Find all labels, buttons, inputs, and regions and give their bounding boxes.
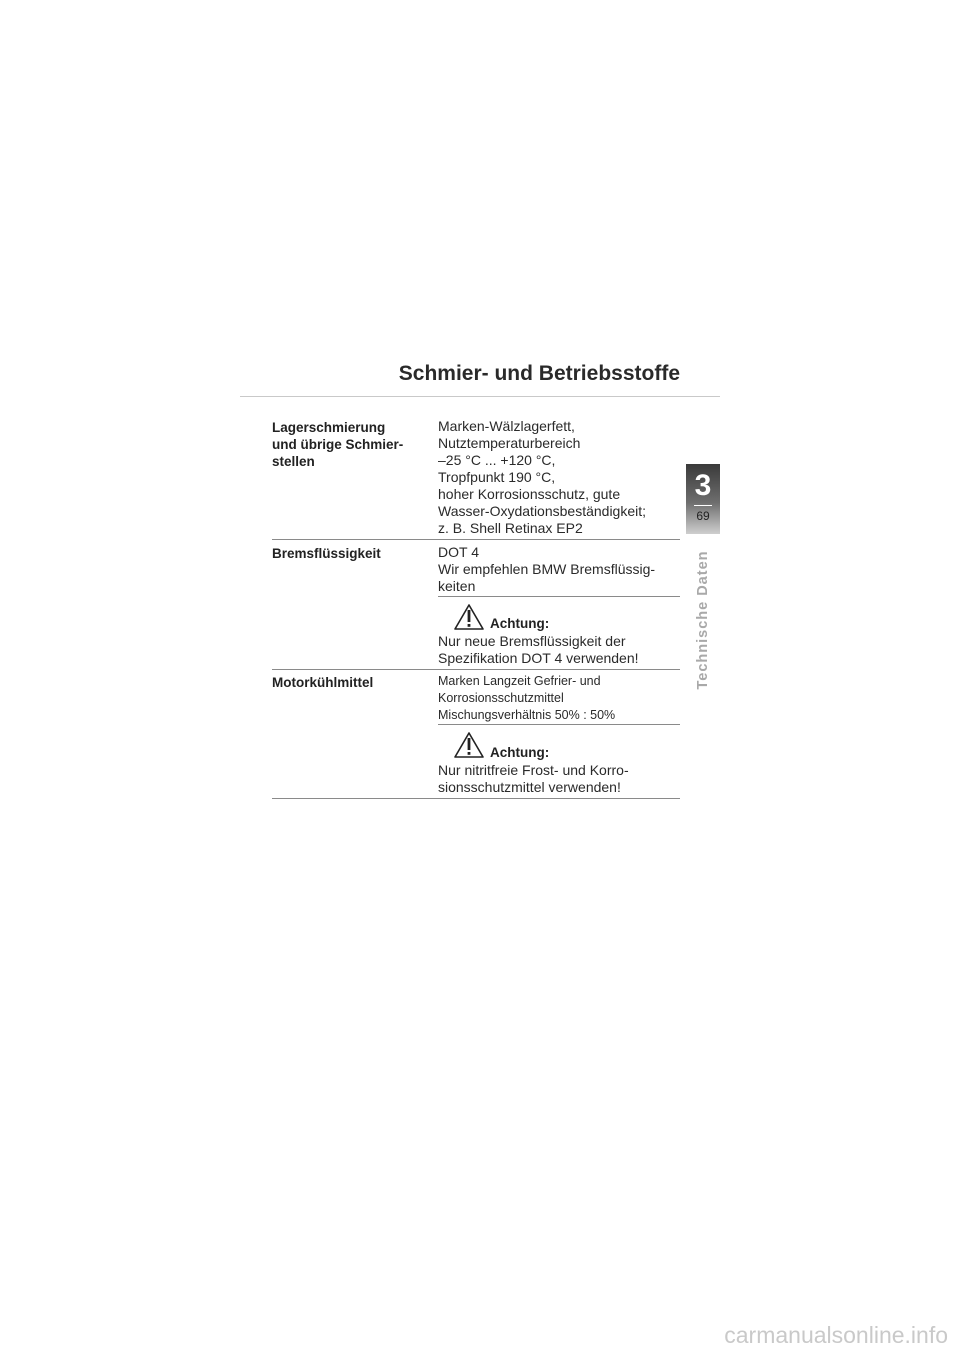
value-line: Mischungsverhältnis 50% : 50% <box>438 708 616 722</box>
value-line: –25 °C ... +120 °C, <box>438 452 556 468</box>
value-line: DOT 4 <box>438 544 479 560</box>
label-line: stellen <box>272 454 315 469</box>
warning-title: Achtung: <box>490 616 550 631</box>
warning-text <box>438 633 683 667</box>
value-line: hoher Korrosionsschutz, gute <box>438 486 621 502</box>
watermark: carmanualsonline.info <box>724 1322 948 1348</box>
value-line: Marken Langzeit Gefrier- und <box>438 674 601 688</box>
chapter-tab-rule <box>694 505 712 506</box>
row-value-bearing-grease <box>438 418 683 537</box>
row-value-brake-fluid <box>438 544 683 595</box>
value-line: Marken-Wälzlagerfett, <box>438 418 575 434</box>
warning-line: Nur neue Bremsflüssigkeit der <box>438 633 626 649</box>
chapter-tab <box>686 464 720 534</box>
row-label-brake-fluid <box>272 545 422 562</box>
row-label-bearing-grease <box>272 419 422 470</box>
row-value-engine-coolant <box>438 673 683 724</box>
warning-line: sionsschutzmittel verwenden! <box>438 779 621 795</box>
chapter-number: 3 <box>694 469 712 502</box>
warning-line: Spezifikation DOT 4 verwenden! <box>438 650 639 666</box>
cell-divider <box>438 724 680 725</box>
label-line: Lagerschmierung <box>272 420 386 435</box>
warning-triangle-icon <box>453 603 485 631</box>
value-line: Wir empfehlen BMW Bremsflüssig- <box>438 561 656 577</box>
value-line: keiten <box>438 578 476 594</box>
row-divider <box>272 539 680 540</box>
value-line: Nutztemperaturbereich <box>438 435 581 451</box>
chapter-name: Technische Daten <box>695 550 711 690</box>
value-line: z. B. Shell Retinax EP2 <box>438 520 583 536</box>
cell-divider <box>438 596 680 597</box>
warning-text <box>438 762 683 796</box>
row-label-engine-coolant <box>272 674 422 691</box>
warning-line: Nur nitritfreie Frost- und Korro- <box>438 762 629 778</box>
value-line: Wasser-Oxydationsbeständigkeit; <box>438 503 647 519</box>
value-line: Tropfpunkt 190 °C, <box>438 469 556 485</box>
label-line: Bremsflüssigkeit <box>272 546 381 561</box>
row-divider <box>272 798 680 799</box>
value-line: Korrosionsschutzmittel <box>438 691 564 705</box>
title-divider <box>240 396 720 397</box>
label-line: Motorkühlmittel <box>272 675 374 690</box>
page-title: Schmier- und Betriebsstoffe <box>398 362 680 385</box>
warning-title: Achtung: <box>490 745 550 760</box>
label-line: und übrige Schmier- <box>272 437 404 452</box>
row-divider <box>272 669 680 670</box>
page-number: 69 <box>696 509 710 523</box>
warning-triangle-icon <box>453 731 485 759</box>
